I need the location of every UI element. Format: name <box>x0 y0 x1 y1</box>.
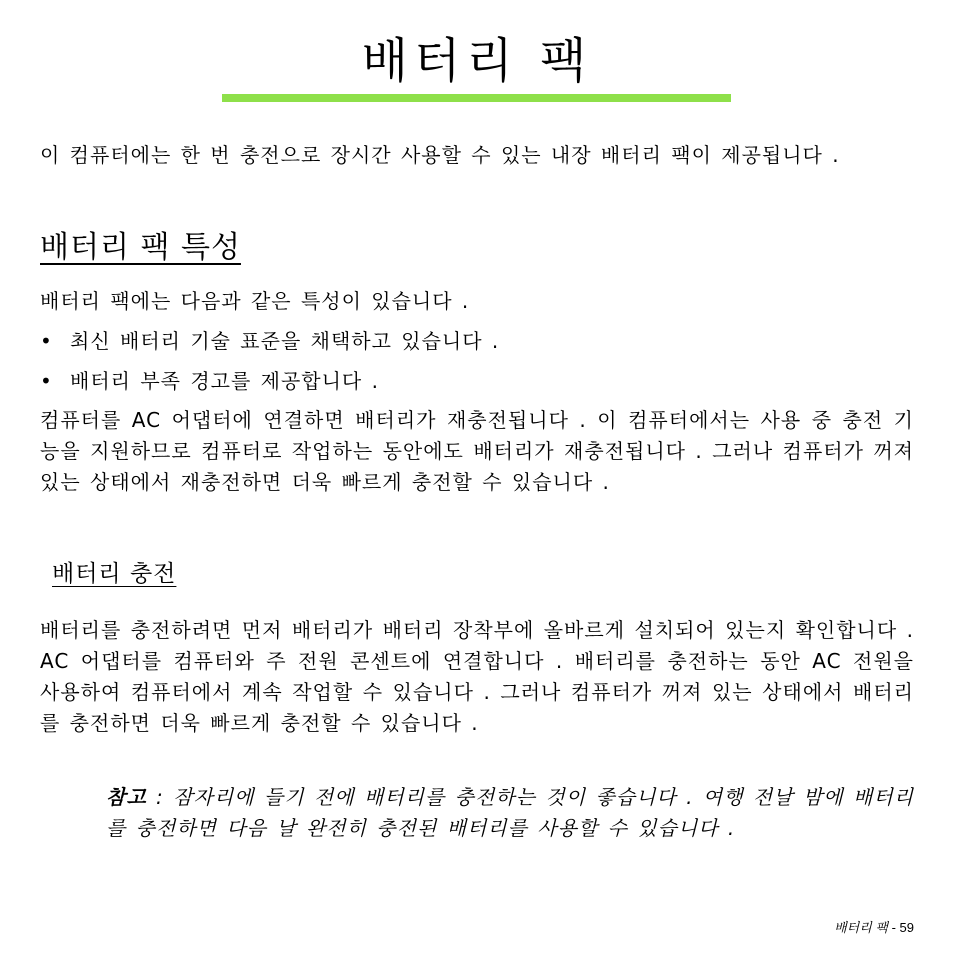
note-label: 참고 <box>106 785 147 809</box>
list-item <box>40 366 914 397</box>
features-bullet-list <box>40 326 914 406</box>
bullet-text: 배터리 부족 경고를 제공합니다 . <box>70 369 379 393</box>
list-item <box>40 326 914 357</box>
note-separator: : <box>146 785 174 809</box>
page-title: 배터리 팩 <box>361 33 593 89</box>
charging-body-paragraph: 배터리를 충전하려면 먼저 배터리가 배터리 장착부에 올바르게 설치되어 있는지 확인합니다 . AC 어댑터를 컴퓨터와 주 전원 콘센트에 연결합니다 . 배터리를 충전하는 동안 AC 전원을 사용하여 컴퓨터에서 계속 작업할 수 있습니다 . 그러나 컴퓨터가 꺼져 있는 상태에서 배터리를 충전하면 더욱 빠르게 충전할 수 있습니다 . <box>40 618 914 735</box>
page-footer <box>834 918 914 938</box>
note-text: 잠자리에 들기 전에 배터리를 충전하는 것이 좋습니다 . 여행 전날 밤에 배터리를 충전하면 다음 날 완전히 충전된 배터리를 사용할 수 있습니다 . <box>106 785 914 840</box>
footer-separator: - <box>887 920 900 935</box>
footer-section-title: 배터리 팩 <box>834 920 888 935</box>
section-heading-battery-features: 배터리 팩 특성 <box>40 230 241 265</box>
features-body-paragraph: 컴퓨터를 AC 어댑터에 연결하면 배터리가 재충전됩니다 . 이 컴퓨터에서는 사용 중 충전 기능을 지원하므로 컴퓨터로 작업하는 동안에도 배터리가 재충전됩니다 . 그러나 컴퓨터가 꺼져 있는 상태에서 재충전하면 더욱 빠르게 충전할 수 있습니다 . <box>40 408 914 494</box>
bullet-text: 최신 배터리 기술 표준을 채택하고 있습니다 . <box>70 329 500 353</box>
page-number: 59 <box>899 920 914 935</box>
charging-note <box>106 782 914 844</box>
title-underline-rule <box>222 94 731 102</box>
features-lead-text: 배터리 팩에는 다음과 같은 특성이 있습니다 . <box>40 289 470 313</box>
intro-paragraph: 이 컴퓨터에는 한 번 충전으로 장시간 사용할 수 있는 내장 배터리 팩이 제공됩니다 . <box>40 143 840 167</box>
bullet-icon: • <box>40 369 53 393</box>
bullet-icon: • <box>40 329 53 353</box>
section-heading-battery-charging: 배터리 충전 <box>52 561 177 587</box>
